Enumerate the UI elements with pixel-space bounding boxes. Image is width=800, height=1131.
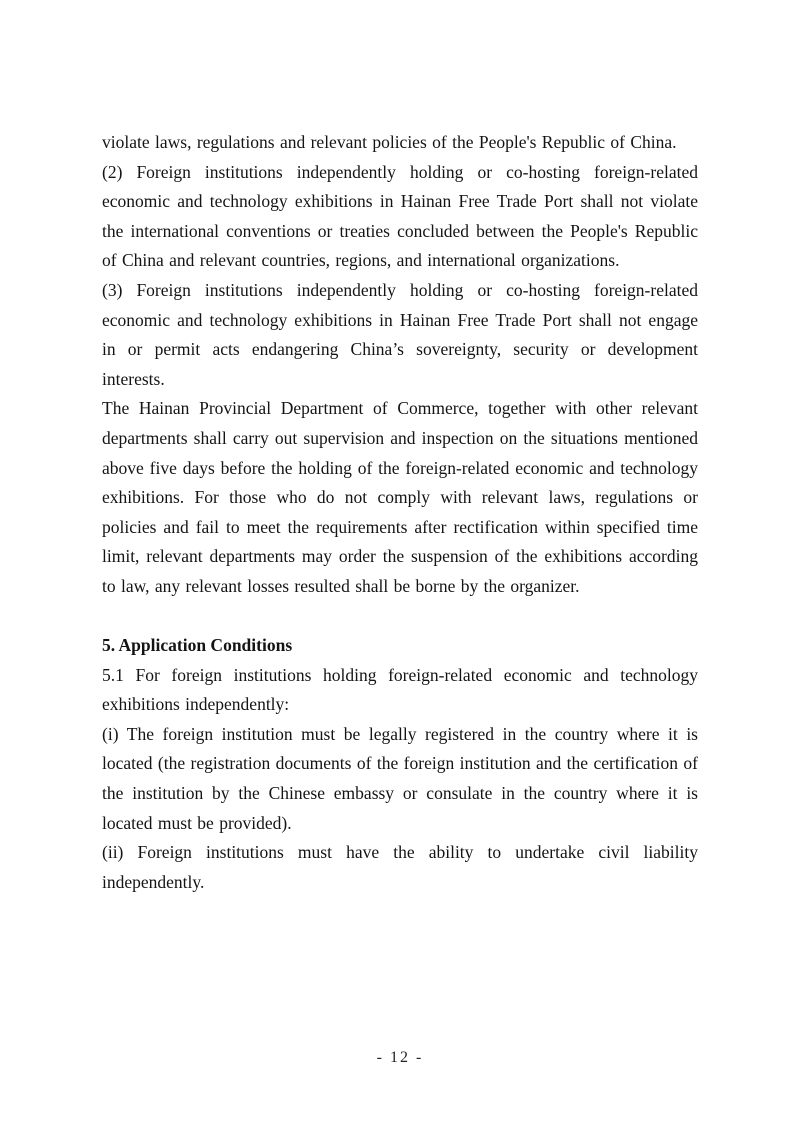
paragraph-condition-i: (i) The foreign institution must be legally registered in the country where it is located (the registration documents of the foreign institution and the certification of the institution by the Chinese embassy or consulate in the country where it is located must be provided). — [102, 723, 698, 833]
page-body — [102, 128, 698, 897]
section-heading-application-conditions: 5. Application Conditions — [102, 635, 293, 656]
page-number: - 12 - — [376, 1049, 424, 1066]
paragraph-supervision: The Hainan Provincial Department of Commerce, together with other relevant departments shall carry out supervision and inspection on the situations mentioned above five days before the holding of the foreign-related economic and technology exhibitions. For those who do not comply with relevant laws, regulations or policies and fail to meet the requirements after rectification within specified time limit, relevant departments may order the suspension of the exhibitions according to law, any relevant losses resulted shall be borne by the organizer. — [102, 398, 698, 596]
paragraph-continuation: violate laws, regulations and relevant policies of the People's Republic of China. — [102, 132, 677, 152]
paragraph-item-3: (3) Foreign institutions independently holding or co-hosting foreign-related economic and technology exhibitions in Hainan Free Trade Port shall not engage in or permit acts endangering China’s sovereignty, security or development interests. — [102, 279, 698, 389]
paragraph-condition-ii: (ii) Foreign institutions must have the ability to undertake civil liability independently. — [102, 842, 698, 892]
paragraph-5-1: 5.1 For foreign institutions holding foreign-related economic and technology exhibitions independently: — [102, 664, 698, 715]
paragraph-item-2: (2) Foreign institutions independently holding or co-hosting foreign-related economic and technology exhibitions in Hainan Free Trade Port shall not violate the international conventions or treaties concluded between the People's Republic of China and relevant countries, regions, and international organizations. — [102, 161, 698, 271]
